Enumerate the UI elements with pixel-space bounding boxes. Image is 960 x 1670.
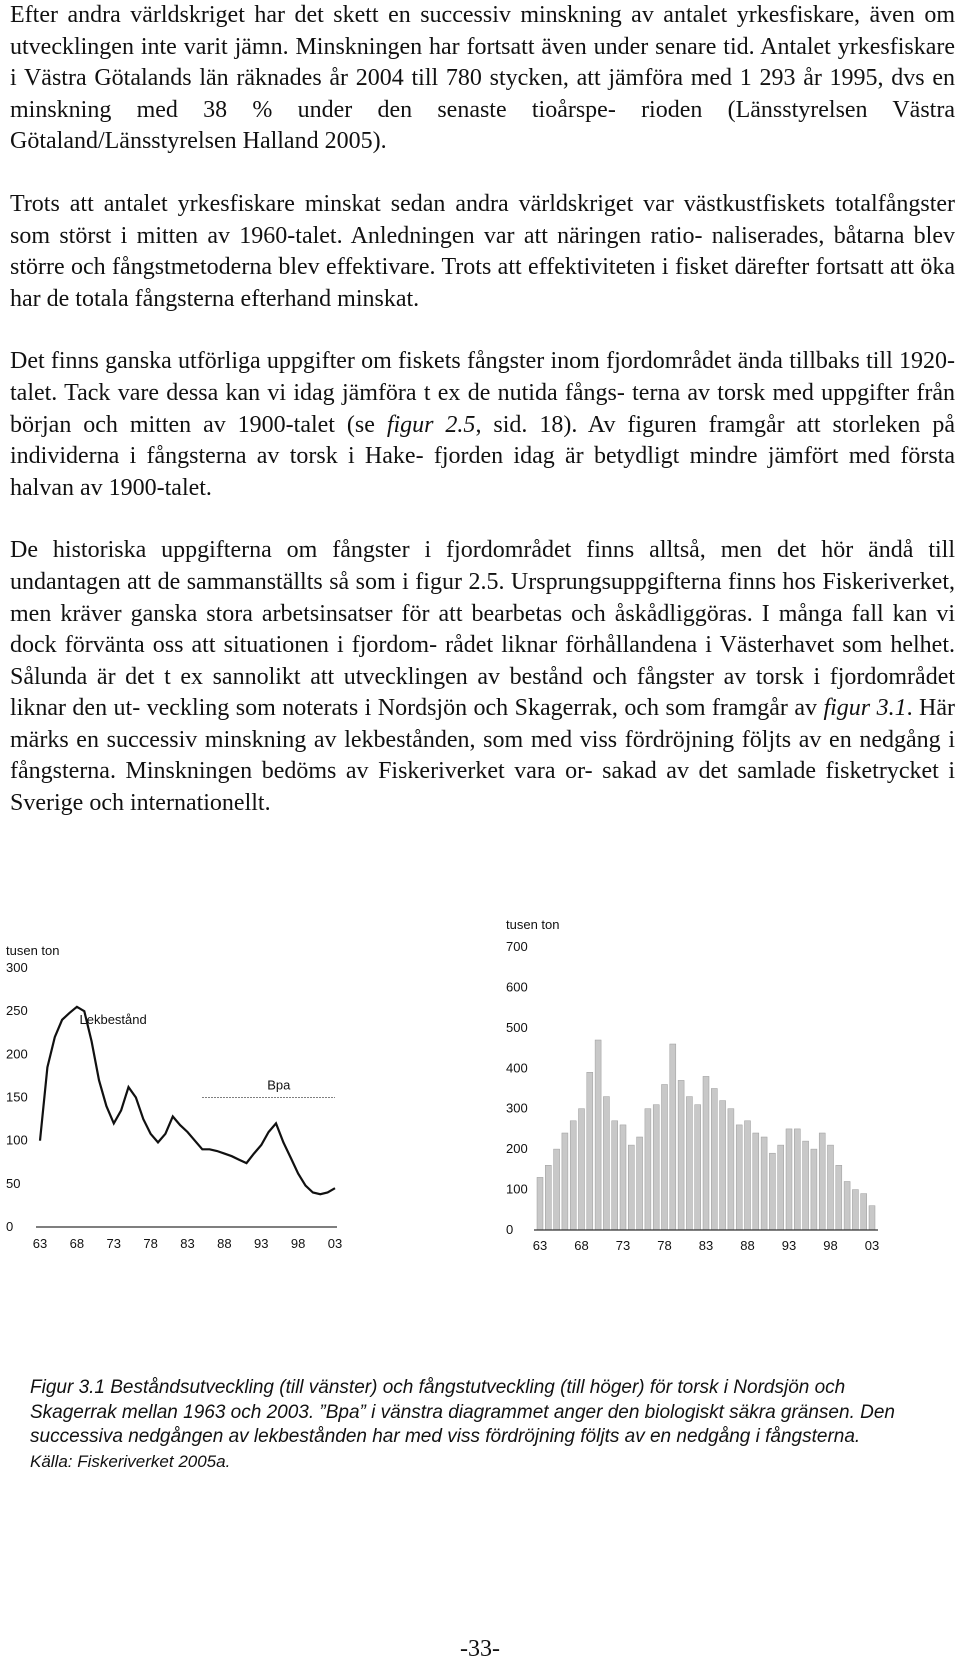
text-line: . xyxy=(906,695,913,722)
stock-series-line xyxy=(40,1007,335,1194)
catch-bar xyxy=(645,1109,651,1230)
y-tick-label: 0 xyxy=(506,1222,514,1237)
x-tick-label: 78 xyxy=(657,1238,672,1253)
y-tick-label: 150 xyxy=(6,1089,28,1105)
catch-bar xyxy=(537,1177,543,1230)
catch-bar xyxy=(662,1085,668,1231)
catch-bar xyxy=(778,1145,784,1230)
catch-bar xyxy=(786,1129,792,1230)
catch-bar xyxy=(637,1137,643,1230)
text-line: 18). Av figuren framgår att storleken på individerna i fångsterna av torsk i Hake- xyxy=(10,411,956,470)
y-tick-label: 300 xyxy=(506,1100,528,1116)
x-tick-label: 03 xyxy=(327,1236,343,1251)
catch-bar xyxy=(745,1121,751,1230)
x-tick-label: 88 xyxy=(217,1236,232,1251)
catch-bar xyxy=(761,1137,767,1230)
y-tick-label: 50 xyxy=(6,1175,21,1191)
y-axis-unit-label: tusen ton xyxy=(6,943,60,958)
catch-bar xyxy=(819,1133,825,1230)
x-tick-label: 73 xyxy=(615,1238,631,1253)
text-line: ändå till undantagen att de sammanställts så som i figur 2.5. Ursprungsuppgifterna xyxy=(10,537,955,595)
caption-source: Källa: Fiskeriverket 2005a. xyxy=(30,1451,231,1471)
x-tick-label: 78 xyxy=(143,1236,158,1251)
catch-bar xyxy=(670,1044,676,1230)
x-tick-label: 93 xyxy=(781,1238,797,1253)
y-tick-label: 400 xyxy=(506,1060,528,1076)
catch-bar xyxy=(753,1133,759,1230)
text-line: Här märks en successiv minskning av lekbestånden, som med viss fördröjning xyxy=(10,695,956,753)
catch-bar xyxy=(587,1072,593,1230)
figure-caption xyxy=(30,1376,930,1474)
text-line: veckling som noterats i Nordsjön och Skagerrak, och som framgår av xyxy=(146,695,824,722)
text-line: tillbaks till 1920-talet. Tack vare dessa kan vi idag jämföra t ex de nutida fångs- xyxy=(10,348,956,406)
figure-reference-link: figur 3.1 xyxy=(823,695,907,722)
page-number: -33- xyxy=(460,1636,500,1662)
catch-bar xyxy=(728,1109,734,1230)
text-line: Efter andra världskriget har det skett en successiv minskning av antalet yrkesfiskare, xyxy=(10,2,861,28)
text-line: rådet liknar förhållandena i Västerhavet som helhet. Sålunda är det t ex sannolikt xyxy=(10,632,956,690)
catch-chart-svg xyxy=(500,905,900,1270)
catch-bar xyxy=(736,1125,742,1230)
x-tick-label: 63 xyxy=(532,1238,548,1253)
x-tick-label: 73 xyxy=(106,1236,121,1251)
y-tick-label: 300 xyxy=(6,960,28,975)
text-line: effektiviteten i fisket därefter fortsatt att öka har de totala fångsterna efterhand xyxy=(10,254,956,312)
text-line: att utvecklingen av bestånd och fångster av torsk i fjordområdet liknar den ut- xyxy=(10,663,956,722)
catch-bar xyxy=(769,1153,775,1230)
y-tick-label: 200 xyxy=(6,1046,28,1062)
paragraph-3 xyxy=(10,346,955,504)
x-tick-label: 68 xyxy=(574,1238,589,1253)
x-tick-label: 98 xyxy=(823,1238,838,1253)
y-tick-label: 600 xyxy=(506,979,528,995)
text-line: minskat. xyxy=(337,285,420,312)
stock-chart xyxy=(0,940,350,1275)
catch-bar xyxy=(852,1190,858,1230)
x-tick-label: 83 xyxy=(180,1236,195,1251)
catch-bar xyxy=(703,1076,709,1230)
x-tick-label: 93 xyxy=(254,1236,269,1251)
paragraph-2 xyxy=(10,189,955,315)
paragraph-1 xyxy=(10,0,955,158)
body-text xyxy=(10,0,955,851)
catch-bar xyxy=(620,1125,626,1230)
text-line: följts av en nedgång i fångsterna. Minskningen bedöms av Fiskeriverket vara or- xyxy=(10,726,955,785)
catch-bar xyxy=(811,1149,817,1230)
bpa-label: Bpa xyxy=(267,1077,291,1093)
lekbestand-label: Lekbestånd xyxy=(79,1011,147,1027)
text-line: finns hos Fiskeriverket, men kräver ganska stora arbetsinsatser för att bearbetas xyxy=(10,568,955,627)
catch-bar xyxy=(612,1121,618,1230)
x-tick-label: 68 xyxy=(69,1236,85,1251)
catch-bar xyxy=(628,1145,634,1230)
catch-bar xyxy=(803,1141,809,1230)
catch-bar xyxy=(562,1133,568,1230)
y-tick-label: 250 xyxy=(6,1003,28,1019)
text-line: Det finns ganska utförliga uppgifter om fiskets fångster inom fjordområdet ända xyxy=(10,348,783,375)
catch-bar xyxy=(686,1097,692,1230)
paragraph-4 xyxy=(10,535,955,819)
text-line: jämföra med 1 293 år 1995, dvs en minskning med 38 % under den senaste tioårspe- xyxy=(10,65,955,123)
x-tick-label: 88 xyxy=(740,1238,755,1253)
caption-text: Figur 3.1 Beståndsutveckling (till vänster) och fångstutveckling (till höger) för torsk i Nordsjön och Skagerrak mellan 1963 och 2003. ”Bpa” i vänstra diagrammet anger den biologiskt säkra gränsen. Den successiva nedgången av lekbestånden har med viss fördröjning följts av en nedgång i fångsterna. xyxy=(30,1377,895,1447)
text-line: , sid. xyxy=(475,411,528,438)
catch-bar xyxy=(545,1165,551,1230)
catch-bar xyxy=(570,1121,576,1230)
y-tick-label: 100 xyxy=(6,1132,28,1148)
y-tick-label: 100 xyxy=(506,1181,528,1197)
text-line: Trots att antalet yrkesfiskare minskat sedan andra världskriget var västkustfiskets xyxy=(10,190,826,217)
catch-bar xyxy=(828,1145,834,1230)
y-tick-label: 0 xyxy=(6,1219,14,1234)
figure-reference-link: figur 2.5 xyxy=(386,411,476,438)
catch-chart xyxy=(500,905,900,1275)
catch-bar xyxy=(869,1206,875,1230)
text-line: fjorden idag är betydligt mindre jämfört med första halvan av 1900-talet. xyxy=(10,443,955,501)
text-line: totalfångster som störst i mitten av 1960-talet. Anledningen var att näringen ratio- xyxy=(10,190,956,249)
y-tick-label: 700 xyxy=(506,939,528,954)
text-line: även om utvecklingen inte varit jämn. Minskningen har fortsatt även under senare xyxy=(10,2,955,60)
x-tick-label: 63 xyxy=(32,1236,48,1251)
text-line: tid. Antalet yrkesfiskare i Västra Götalands län räknades år 2004 till 780 stycken, att xyxy=(10,33,955,92)
catch-bar xyxy=(554,1149,560,1230)
text-line: De historiska uppgifterna om fångster i fjordområdet finns alltså, men det hör xyxy=(10,537,854,564)
text-line: naliserades, båtarna blev större och fångstmetoderna blev effektivare. Trots att xyxy=(10,222,955,281)
catch-bar xyxy=(595,1040,601,1230)
catch-bar xyxy=(711,1089,717,1231)
catch-bar xyxy=(653,1105,659,1230)
catch-bar xyxy=(678,1080,684,1230)
x-tick-label: 83 xyxy=(698,1238,714,1253)
catch-bar xyxy=(861,1194,867,1230)
text-line: terna av torsk med uppgifter från början och mitten av 1900-talet (se xyxy=(10,379,956,438)
x-tick-label: 03 xyxy=(864,1238,880,1253)
catch-bar xyxy=(844,1182,850,1231)
text-line: sakad av det samlade fisketrycket i Sverige och internationellt. xyxy=(10,758,956,817)
y-axis-unit-label: tusen ton xyxy=(506,917,560,932)
stock-chart-svg xyxy=(0,940,350,1270)
text-line: och åskådliggöras. I många fall kan vi dock förvänta oss att situationen i fjordom- xyxy=(10,600,955,659)
y-tick-label: 500 xyxy=(506,1019,528,1035)
catch-bar xyxy=(579,1109,585,1230)
y-tick-label: 200 xyxy=(506,1141,528,1157)
catch-bar xyxy=(695,1105,701,1230)
catch-bar xyxy=(836,1165,842,1230)
catch-bar xyxy=(603,1097,609,1230)
text-line: rioden (Länsstyrelsen Västra Götaland/Länsstyrelsen Halland 2005). xyxy=(10,96,955,155)
x-tick-label: 98 xyxy=(290,1236,306,1251)
catch-bar xyxy=(720,1101,726,1230)
catch-bar xyxy=(794,1129,800,1230)
